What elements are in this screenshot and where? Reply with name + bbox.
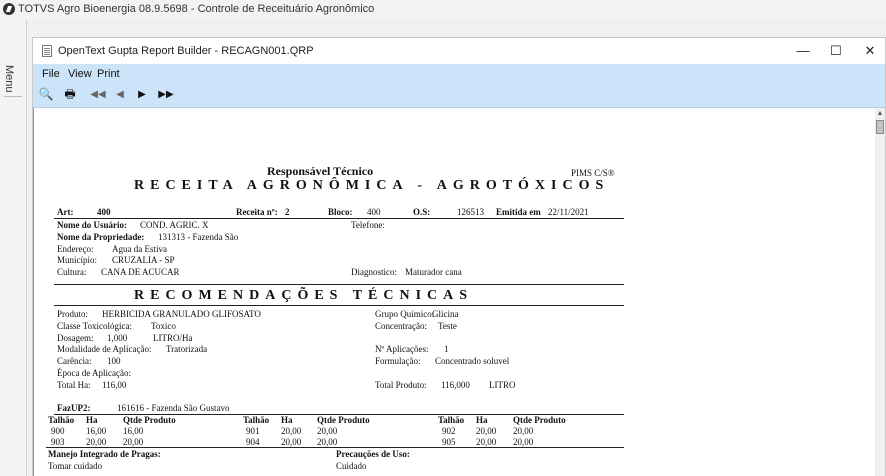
produto-label: Produto: [57,309,89,319]
scroll-thumb[interactable] [876,120,884,134]
table-cell-talhao: 900 [51,426,65,436]
bloco-label: Bloco: [328,207,353,217]
col-talhao-header: Talhão [48,415,75,425]
dosagem-value: 1,000 [107,333,128,343]
totvs-logo-icon [3,3,15,15]
table-cell-talhao: 902 [442,426,456,436]
app-title-bar [0,0,886,20]
carencia-label: Carência: [57,356,92,366]
formulacao-label: Formulação: [375,356,421,366]
col-ha-header: Ha [86,415,98,425]
cultura-value: CANA DE ACUCAR [101,267,180,277]
produto-value: HERBICIDA GRANULADO GLIFOSATO [102,309,261,319]
minimize-button[interactable]: — [796,43,810,58]
app-title: TOTVS Agro Bioenergia 08.9.5698 - Controle de Receituário Agronômico [18,3,375,15]
col-talhao-header: Talhão [438,415,465,425]
col-qtde-header: Qtde Produto [123,415,176,425]
table-cell-ha: 16,00 [86,426,107,436]
telefone-label: Telefone: [351,220,385,230]
report-file-icon [42,45,52,57]
concentracao-value: Teste [438,321,457,331]
modalidade-label: Modalidade de Aplicação: [57,344,152,354]
nome-propriedade-label: Nome da Propriedade: [57,232,145,242]
formulacao-value: Concentrado soluvel [435,356,510,366]
report-title: RECEITA AGRONÔMICA - AGROTÓXICOS [134,178,610,193]
art-label: Art: [57,207,74,217]
preview-icon[interactable]: 🔍 [38,87,54,101]
divider-line [54,305,624,306]
table-cell-qtde: 20,00 [513,426,534,436]
os-value: 126513 [457,207,484,217]
os-label: O.S: [413,207,431,217]
precaucoes-label: Precauções de Uso: [336,449,410,459]
table-cell-ha: 20,00 [86,437,107,447]
close-button[interactable]: ✕ [864,43,876,58]
toolbar [33,83,885,108]
menu-divider [4,96,22,97]
table-cell-qtde: 20,00 [317,437,338,447]
previous-page-icon[interactable]: ◀ [116,89,124,100]
fazup-label: FazUP2: [57,403,91,413]
nome-usuario-value: COND. AGRIC. X [140,220,209,230]
menu-view[interactable]: View [68,68,92,80]
cultura-label: Cultura: [57,267,87,277]
concentracao-label: Concentração: [375,321,427,331]
art-value: 400 [97,207,111,217]
menu-bar [33,64,885,83]
dosagem-label: Dosagem: [57,333,94,343]
total-ha-label: Total Ha: [57,380,91,390]
scroll-up-icon[interactable]: ▲ [876,110,884,117]
window-title-bar [33,38,885,64]
responsavel-tecnico: Responsável Técnico [267,164,374,178]
carencia-value: 100 [107,356,121,366]
window-title: OpenText Gupta Report Builder - RECAGN001.QRP [58,45,314,57]
aplicacoes-label: Nº Aplicações: [375,344,429,354]
col-qtde-header: Qtde Produto [513,415,566,425]
next-page-icon[interactable]: ▶ [138,89,146,100]
vertical-scrollbar[interactable] [875,108,885,476]
recomendacoes-title: RECOMENDAÇÕES TÉCNICAS [134,288,474,303]
total-produto-label: Total Produto: [375,380,427,390]
table-cell-talhao: 903 [51,437,65,447]
total-ha-value: 116,00 [102,380,127,390]
grupo-quimico-value: Glicina [432,309,459,319]
classe-label: Classe Toxicológica: [57,321,132,331]
col-ha-header: Ha [476,415,488,425]
pims-label: PIMS C/S® [571,168,615,178]
first-page-icon[interactable]: ◀◀ [90,89,106,100]
modalidade-value: Tratorizada [166,344,208,354]
endereco-label: Endereço: [57,244,94,254]
maximize-button[interactable]: ☐ [830,43,842,58]
grupo-quimico-label: Grupo Químico: [375,309,435,319]
nome-propriedade-value: 131313 - Fazenda São [158,232,239,242]
divider-line [54,284,624,285]
aplicacoes-value: 1 [444,344,449,354]
manejo-value: Tomar cuidado [48,461,103,471]
report-window [32,37,886,476]
divider-line [54,218,624,219]
fazup-value: 161616 - Fazenda São Gustavo [117,403,230,413]
print-icon[interactable]: 🖶 [64,87,76,101]
table-cell-qtde: 16,00 [123,426,144,436]
table-cell-ha: 20,00 [281,426,302,436]
menu-file[interactable]: File [42,68,60,80]
emitida-value: 22/11/2021 [548,207,589,217]
table-cell-talhao: 905 [442,437,456,447]
table-cell-ha: 20,00 [476,437,497,447]
endereco-value: Agua da Estiva [112,244,167,254]
col-qtde-header: Qtde Produto [317,415,370,425]
divider-line [46,447,624,448]
table-cell-qtde: 20,00 [317,426,338,436]
table-cell-qtde: 20,00 [513,437,534,447]
table-cell-qtde: 20,00 [123,437,144,447]
table-cell-talhao: 901 [246,426,260,436]
manejo-label: Manejo Integrado de Pragas: [48,449,161,459]
classe-value: Toxico [151,321,176,331]
table-cell-ha: 20,00 [281,437,302,447]
municipio-label: Município: [57,255,97,265]
col-talhao-header: Talhão [243,415,270,425]
dosagem-unit: LITRO/Ha [153,333,193,343]
receita-label: Receita nº: [236,207,278,217]
receita-value: 2 [285,207,290,217]
last-page-icon[interactable]: ▶▶ [158,89,174,100]
precaucoes-value: Cuidado [336,461,367,471]
report-canvas [33,108,875,476]
emitida-label: Emitida em [496,207,541,217]
side-menu-strip [0,20,27,476]
nome-usuario-label: Nome do Usuário: [57,220,127,230]
menu-toggle[interactable]: Menu [3,65,15,93]
table-cell-talhao: 904 [246,437,260,447]
diagnostico-value: Maturador cana [405,267,462,277]
total-produto-value: 116,000 [441,380,470,390]
diagnostico-label: Diagnostico: [351,267,397,277]
municipio-value: CRUZALIA - SP [112,255,175,265]
epoca-label: Época de Aplicação: [57,368,131,378]
table-cell-ha: 20,00 [476,426,497,436]
total-produto-unit: LITRO [489,380,516,390]
col-ha-header: Ha [281,415,293,425]
bloco-value: 400 [367,207,381,217]
menu-print[interactable]: Print [97,68,120,80]
